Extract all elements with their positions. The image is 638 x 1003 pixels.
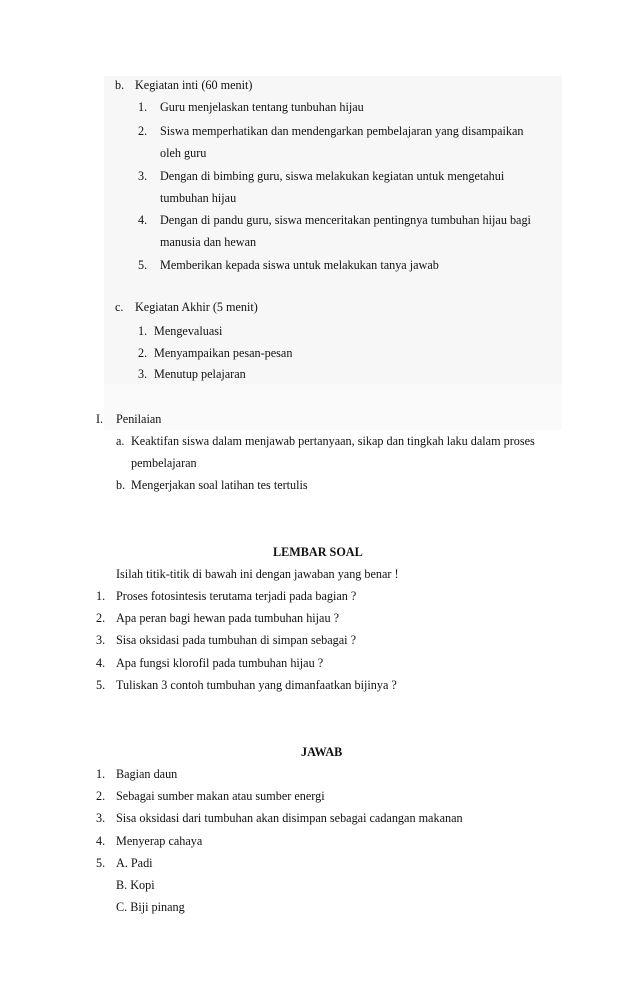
question-text: Tuliskan 3 contoh tumbuhan yang dimanfaatkan bijinya ? — [116, 678, 397, 692]
question-num: 1. — [96, 589, 106, 603]
inti-item-text: Dengan di bimbing guru, siswa melakukan kegiatan untuk mengetahui — [160, 169, 505, 183]
question-num: 2. — [96, 611, 106, 625]
jawab-heading: JAWAB — [301, 745, 343, 759]
akhir-item-text: Menyampaikan pesan-pesan — [154, 346, 293, 360]
table-shade-right — [104, 384, 562, 430]
answer-text: A. Padi — [116, 856, 153, 870]
question-text: Apa fungsi klorofil pada tumbuhan hijau ? — [116, 656, 324, 670]
lembar-soal-heading: LEMBAR SOAL — [273, 545, 363, 559]
penilaian-marker: I. — [96, 412, 104, 426]
question-num: 5. — [96, 678, 106, 692]
inti-item-num: 5. — [138, 258, 148, 272]
inti-item-num: 1. — [138, 100, 148, 114]
inti-item-text: Memberikan kepada siswa untuk melakukan tanya jawab — [160, 258, 439, 272]
answer-text: Sebagai sumber makan atau sumber energi — [116, 789, 325, 803]
lembar-soal-instruction: Isilah titik-titik di bawah ini dengan jawaban yang benar ! — [116, 567, 399, 581]
inti-item-num: 3. — [138, 169, 148, 183]
answer-text: Sisa oksidasi dari tumbuhan akan disimpan sebagai cadangan makanan — [116, 811, 463, 825]
akhir-item-text: Menutup pelajaran — [154, 367, 246, 381]
question-text: Sisa oksidasi pada tumbuhan di simpan sebagai ? — [116, 633, 356, 647]
inti-item-text: Dengan di pandu guru, siswa menceritakan pentingnya tumbuhan hijau bagi — [160, 213, 531, 227]
answer-text-cont: C. Biji pinang — [116, 900, 185, 914]
akhir-item-text: Mengevaluasi — [154, 324, 223, 338]
inti-item-text: Siswa memperhatikan dan mendengarkan pembelajaran yang disampaikan — [160, 124, 524, 138]
question-text: Apa peran bagi hewan pada tumbuhan hijau ? — [116, 611, 340, 625]
inti-item-num: 4. — [138, 213, 148, 227]
question-num: 4. — [96, 656, 106, 670]
inti-item-num: 2. — [138, 124, 148, 138]
penilaian-item-num: b. — [116, 478, 126, 492]
inti-item-text: Guru menjelaskan tentang tunbuhan hijau — [160, 100, 364, 114]
answer-text: Menyerap cahaya — [116, 834, 203, 848]
answer-num: 2. — [96, 789, 106, 803]
akhir-item-num: 2. — [138, 346, 148, 360]
question-num: 3. — [96, 633, 106, 647]
answer-num: 4. — [96, 834, 106, 848]
answer-text-cont: B. Kopi — [116, 878, 155, 892]
inti-item-text-cont: manusia dan hewan — [160, 235, 257, 249]
kegiatan-inti-title: Kegiatan inti (60 menit) — [135, 78, 253, 92]
question-text: Proses fotosintesis terutama terjadi pada bagian ? — [116, 589, 357, 603]
kegiatan-inti-marker: b. — [115, 78, 125, 92]
penilaian-item-num: a. — [116, 434, 125, 448]
penilaian-item-text-cont: pembelajaran — [131, 456, 197, 470]
answer-num: 5. — [96, 856, 106, 870]
kegiatan-akhir-title: Kegiatan Akhir (5 menit) — [135, 300, 258, 314]
answer-text: Bagian daun — [116, 767, 178, 781]
answer-num: 3. — [96, 811, 106, 825]
penilaian-item-text: Mengerjakan soal latihan tes tertulis — [131, 478, 308, 492]
inti-item-text-cont: oleh guru — [160, 146, 207, 160]
penilaian-item-text: Keaktifan siswa dalam menjawab pertanyaan, sikap dan tingkah laku dalam proses — [131, 434, 535, 448]
penilaian-title: Penilaian — [116, 412, 162, 426]
akhir-item-num: 3. — [138, 367, 148, 381]
inti-item-text-cont: tumbuhan hijau — [160, 191, 237, 205]
akhir-item-num: 1. — [138, 324, 148, 338]
kegiatan-akhir-marker: c. — [115, 300, 124, 314]
answer-num: 1. — [96, 767, 106, 781]
